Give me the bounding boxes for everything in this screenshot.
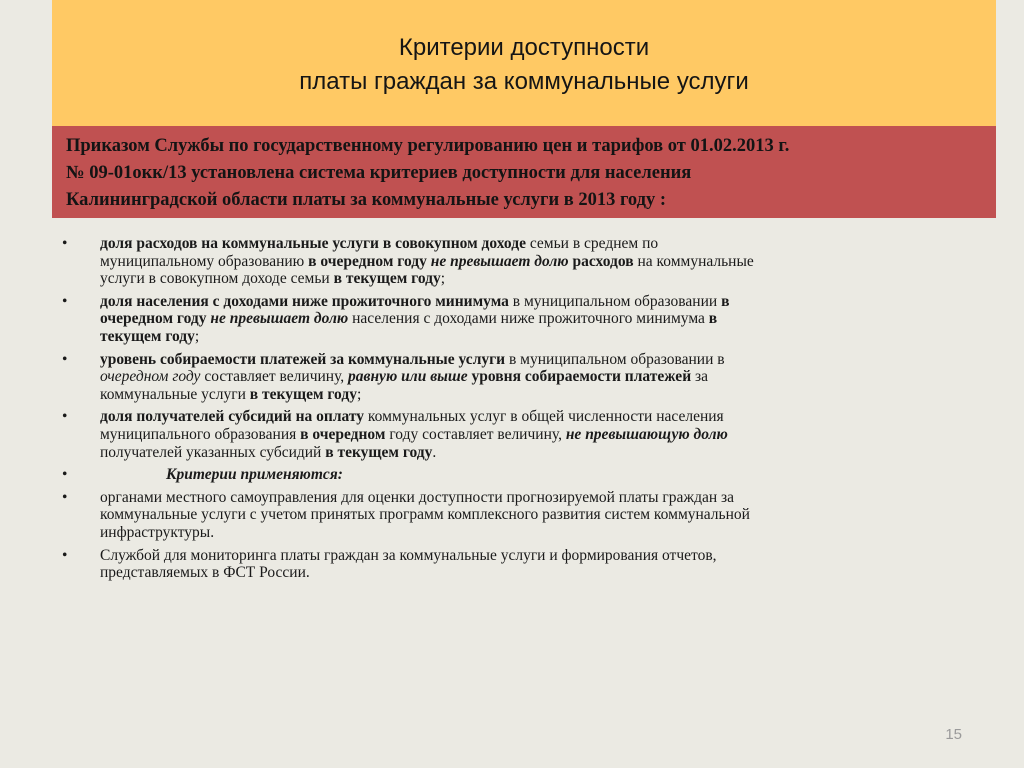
text-line [100,466,962,484]
term: текущем году [100,327,195,345]
text-line [100,426,962,444]
text: муниципального образования [100,425,301,443]
text-line [100,386,962,404]
text: в муниципальном образовании [508,292,722,310]
term: в текущем году [249,385,357,403]
text-line [100,293,962,311]
term: доля населения с доходами ниже прожиточного минимума [100,292,509,310]
slide-title [52,0,996,126]
bullet: • [62,488,68,506]
criterion-subsidy-recipients [62,408,962,461]
page-number: 15 [945,726,962,743]
text-line [100,408,962,426]
term-emphasis: не превышает долю [430,252,569,270]
text: семьи в среднем по [525,235,659,252]
text: ; [194,327,200,345]
bullet: • [62,408,68,426]
text-line: представляемых в ФСТ России. [100,564,310,582]
text: в муниципальном образовании в [505,350,725,368]
term-emphasis: не превышающую долю [565,425,728,443]
term: доля получателей субсидий на оплату [100,408,365,426]
bullet: • [62,292,68,310]
text-line: коммунальные услуги с учетом принятых программ комплексного развития систем коммунальной [100,506,750,524]
usage-service-monitoring [62,547,962,582]
term-emphasis: не превышает долю [210,310,349,328]
term: в [721,292,730,310]
bullet: • [62,466,68,484]
criteria-applied-heading-item [62,466,962,484]
term: в текущем году [325,443,433,461]
text-line [100,368,962,386]
term: доля расходов на коммунальные услуги в совокупном доходе [100,235,526,252]
term: в [708,310,718,328]
text: коммунальные услуги [100,385,250,403]
order-line-1: Приказом Службы по государственному регулированию цен и тарифов от 01.02.2013 г. [66,136,790,156]
text-line: органами местного самоуправления для оценки доступности прогнозируемой платы граждан за [100,488,735,506]
text: ; [356,385,362,403]
text-line [100,270,962,288]
text: населения с доходами ниже прожиточного минимума [348,310,709,328]
text: получателей указанных субсидий [100,443,326,461]
text-line [100,310,962,328]
term-emphasis: равную или выше [348,368,468,386]
criterion-payment-collection [62,351,962,404]
criteria-list [62,235,962,587]
term: в очередном [300,425,386,443]
text-line [100,444,962,462]
italic-text: очередном году [100,368,201,386]
criterion-low-income-share [62,293,962,346]
text: . [432,443,437,461]
slide-title-line-1: Критерии доступности [398,34,650,61]
text-line: Службой для мониторинга платы граждан за коммунальные услуги и формирования отчетов, [100,546,717,564]
bullet: • [62,235,68,252]
usage-local-government [62,489,962,542]
criteria-applied-heading: Критерии применяются: [166,466,343,484]
term: расходов [572,252,634,270]
order-line-3: Калининградской области платы за коммунальные услуги в 2013 году : [66,190,667,210]
term: в очередном году [308,252,427,270]
text: на коммунальные [633,252,754,270]
term: очередном году [100,310,207,328]
text-line: инфраструктуры. [100,523,215,541]
text-line [100,253,962,271]
order-statement-box [52,126,996,218]
slide-title-line-2: платы граждан за коммунальные услуги [299,68,749,95]
term: в текущем году [333,270,441,288]
term: уровня собираемости платежей [471,368,692,386]
text-line [100,328,962,346]
text: составляет величину, [200,368,349,386]
text: за [691,368,709,386]
text-line [100,235,962,253]
bullet: • [62,350,68,368]
text: ; [440,270,446,288]
criterion-utility-expense-share [62,235,962,288]
text: муниципальному образованию [100,252,309,270]
term: уровень собираемости платежей за коммунальные услуги [100,350,506,368]
bullet: • [62,546,68,564]
text-line [100,351,962,369]
text: услуги в совокупном доходе семьи [100,270,334,288]
text: коммунальных услуг в общей численности населения [364,408,724,426]
order-line-2: № 09-01окк/13 установлена система критериев доступности для населения [66,163,692,183]
text: году составляет величину, [385,425,566,443]
